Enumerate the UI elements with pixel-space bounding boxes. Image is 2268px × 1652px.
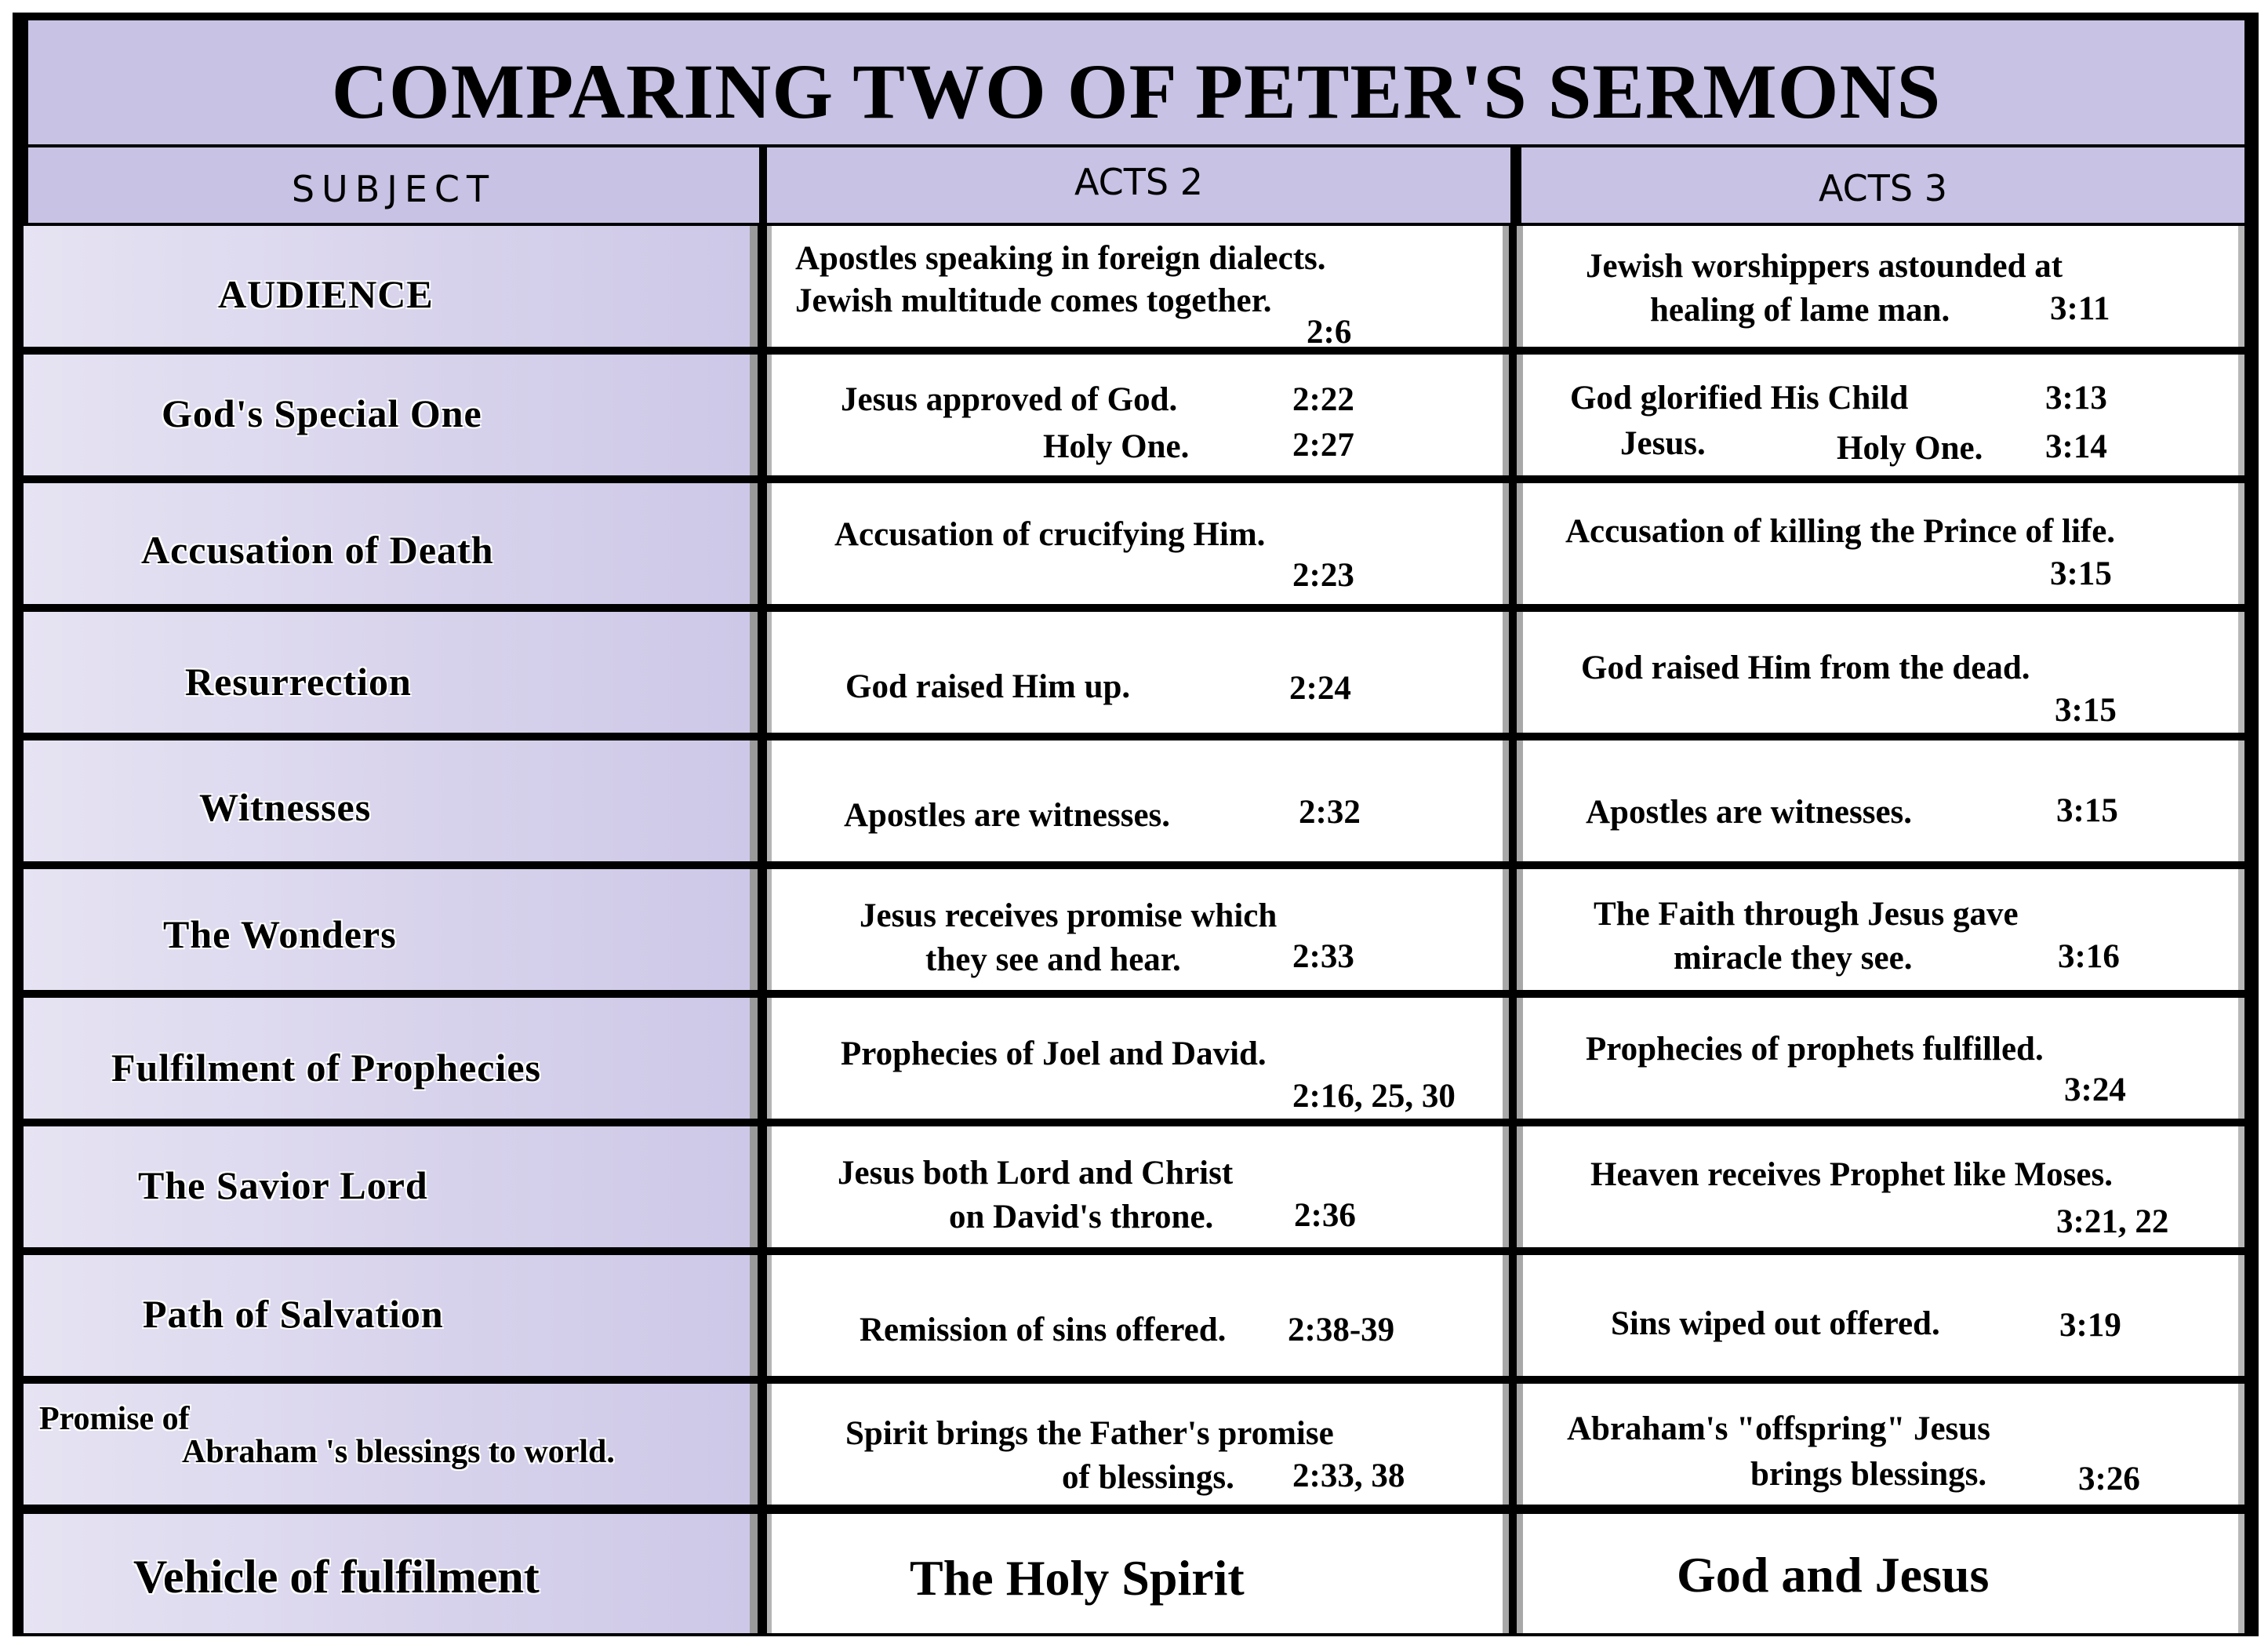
acts3-text-line1: God glorified His Child	[1570, 380, 1909, 417]
table-row	[13, 1384, 2259, 1505]
subject-cell	[24, 1126, 758, 1247]
table-row	[13, 869, 2259, 990]
acts2-cell	[767, 740, 1509, 861]
acts2-text-line1: Accusation of crucifying Him.	[834, 516, 1266, 553]
acts3-cell	[1517, 483, 2244, 604]
acts3-cell	[1517, 355, 2244, 475]
subject-cell	[24, 612, 758, 733]
acts3-text-line1: Apostles are witnesses.	[1586, 794, 1913, 831]
acts3-reference: 3:24	[2064, 1072, 2126, 1108]
acts3-cell	[1517, 998, 2244, 1119]
acts3-cell	[1517, 226, 2244, 347]
acts2-reference: 2:32	[1299, 794, 1361, 831]
acts3-reference: 3:26	[2078, 1461, 2140, 1497]
header-acts-3: ACTS 3	[1521, 147, 2244, 223]
acts3-cell	[1517, 1514, 2244, 1633]
acts3-cell	[1517, 612, 2244, 733]
subject-label: Witnesses	[199, 785, 372, 829]
subject-label: Accusation of Death	[141, 528, 494, 572]
acts2-text-line1: Remission of sins offered.	[860, 1312, 1227, 1348]
subject-cell	[24, 226, 758, 347]
acts2-cell	[767, 869, 1509, 990]
subject-cell	[24, 998, 758, 1119]
acts2-cell	[767, 483, 1509, 604]
acts3-text-line1: The Faith through Jesus gave	[1594, 896, 2019, 933]
subject-cell	[24, 355, 758, 475]
table-row	[13, 1255, 2259, 1376]
acts2-reference: 2:6	[1307, 314, 1352, 351]
acts3-cell	[1517, 740, 2244, 861]
acts3-text-line2: healing of lame man.	[1650, 292, 1950, 329]
acts2-reference: 2:16, 25, 30	[1292, 1078, 1456, 1115]
acts3-text-line1: Accusation of killing the Prince of life.	[1565, 513, 2116, 550]
acts2-text-line1: Apostles are witnesses.	[844, 797, 1171, 834]
acts3-text-line1: Prophecies of prophets fulfilled.	[1586, 1031, 2044, 1068]
acts2-text-line2: they see and hear.	[925, 941, 1181, 978]
acts2-cell	[767, 1514, 1509, 1633]
subject-label: The Wonders	[163, 912, 397, 956]
acts3-reference: 3:14	[2045, 428, 2107, 465]
acts3-reference: 3:11	[2050, 290, 2110, 327]
acts2-cell	[767, 1255, 1509, 1376]
acts2-reference: 2:38-39	[1288, 1312, 1395, 1348]
acts3-reference: 3:16	[2058, 938, 2120, 975]
subject-label: The Savior Lord	[138, 1163, 428, 1207]
acts3-cell	[1517, 1384, 2244, 1505]
acts3-reference: 3:13	[2045, 380, 2107, 417]
acts3-text-line1: God and Jesus	[1677, 1547, 1990, 1603]
acts2-text-line1: Jesus both Lord and Christ	[838, 1155, 1234, 1192]
acts2-reference: 2:27	[1292, 427, 1354, 464]
acts3-cell	[1517, 1126, 2244, 1247]
acts2-text-line1: Prophecies of Joel and David.	[841, 1035, 1267, 1072]
acts3-text-line2b: Holy One.	[1837, 430, 1983, 467]
acts3-reference: 3:15	[2055, 692, 2117, 729]
acts2-cell	[767, 226, 1509, 351]
subject-label: Promise of	[39, 1401, 190, 1437]
chart-frame	[13, 13, 2259, 1636]
acts2-text-line2: of blessings.	[1062, 1459, 1234, 1496]
acts2-text-line1: Jesus receives promise which	[860, 897, 1278, 934]
acts3-cell	[1517, 1255, 2244, 1376]
acts2-reference: 2:24	[1289, 670, 1351, 707]
acts2-cell	[767, 612, 1509, 733]
subject-label: AUDIENCE	[218, 272, 434, 316]
acts2-text-line1: The Holy Spirit	[910, 1550, 1245, 1606]
subject-cell	[24, 1514, 758, 1633]
subject-label: Vehicle of fulfilment	[133, 1551, 540, 1603]
acts2-text-line2: on David's throne.	[949, 1199, 1214, 1235]
acts3-text-line2: brings blessings.	[1750, 1456, 1987, 1493]
acts2-text-line1: Apostles speaking in foreign dialects.	[795, 240, 1326, 277]
acts2-cell	[767, 1384, 1509, 1505]
table-row	[13, 483, 2259, 604]
subject-label-line2: Abraham 's blessings to world.	[182, 1434, 615, 1470]
acts3-text-line2: miracle they see.	[1674, 940, 1913, 977]
acts2-text-line2: Jewish multitude comes together.	[795, 282, 1272, 319]
table-row	[13, 998, 2259, 1119]
acts3-reference: 3:15	[2050, 555, 2112, 592]
header-subject: SUBJECT	[28, 147, 759, 223]
acts3-reference: 3:21, 22	[2056, 1203, 2169, 1240]
acts2-reference: 2:22	[1292, 381, 1354, 418]
acts2-reference: 2:36	[1294, 1197, 1356, 1234]
table-row	[13, 740, 2259, 861]
acts2-cell	[767, 355, 1509, 475]
header-acts-2: ACTS 2	[767, 147, 1510, 223]
title-banner	[28, 20, 2244, 144]
acts2-reference: 2:33, 38	[1292, 1457, 1405, 1494]
subject-label: Resurrection	[185, 660, 412, 704]
table-row	[13, 1514, 2259, 1633]
acts2-text-line1: God raised Him up.	[845, 668, 1131, 705]
acts3-text-line1: Abraham's "offspring" Jesus	[1567, 1410, 1990, 1447]
acts3-text-line1: Jewish worshippers astounded at	[1586, 248, 2063, 285]
acts2-text-line1: Spirit brings the Father's promise	[845, 1415, 1334, 1452]
table-row	[13, 1126, 2259, 1247]
page-title: COMPARING TWO OF PETER'S SERMONS	[331, 47, 1942, 135]
acts3-text-line1: Sins wiped out offered.	[1611, 1305, 1940, 1342]
acts2-cell	[767, 1126, 1509, 1247]
subject-label: Path of Salvation	[143, 1292, 444, 1336]
acts3-reference: 3:19	[2059, 1307, 2121, 1344]
acts2-text-line1: Jesus approved of God.	[841, 381, 1178, 418]
acts3-text-line1: Heaven receives Prophet like Moses.	[1590, 1156, 2113, 1193]
subject-cell	[24, 1384, 758, 1505]
acts2-reference: 2:33	[1292, 938, 1354, 975]
subject-cell	[24, 1255, 758, 1376]
acts2-reference: 2:23	[1292, 557, 1354, 594]
acts3-reference: 3:15	[2056, 792, 2118, 829]
acts2-text-line2: Holy One.	[1043, 428, 1190, 465]
table-row	[13, 612, 2259, 733]
acts3-text-line1: God raised Him from the dead.	[1581, 650, 2030, 686]
table-row	[13, 226, 2259, 351]
acts2-cell	[767, 998, 1509, 1119]
acts3-cell	[1517, 869, 2244, 990]
subject-cell	[24, 483, 758, 604]
subject-label: Fulfilment of Prophecies	[111, 1046, 541, 1090]
subject-label: God's Special One	[162, 391, 482, 435]
table-row	[13, 355, 2259, 475]
subject-cell	[24, 740, 758, 861]
acts3-text-line2: Jesus.	[1620, 425, 1706, 462]
subject-cell	[24, 869, 758, 990]
